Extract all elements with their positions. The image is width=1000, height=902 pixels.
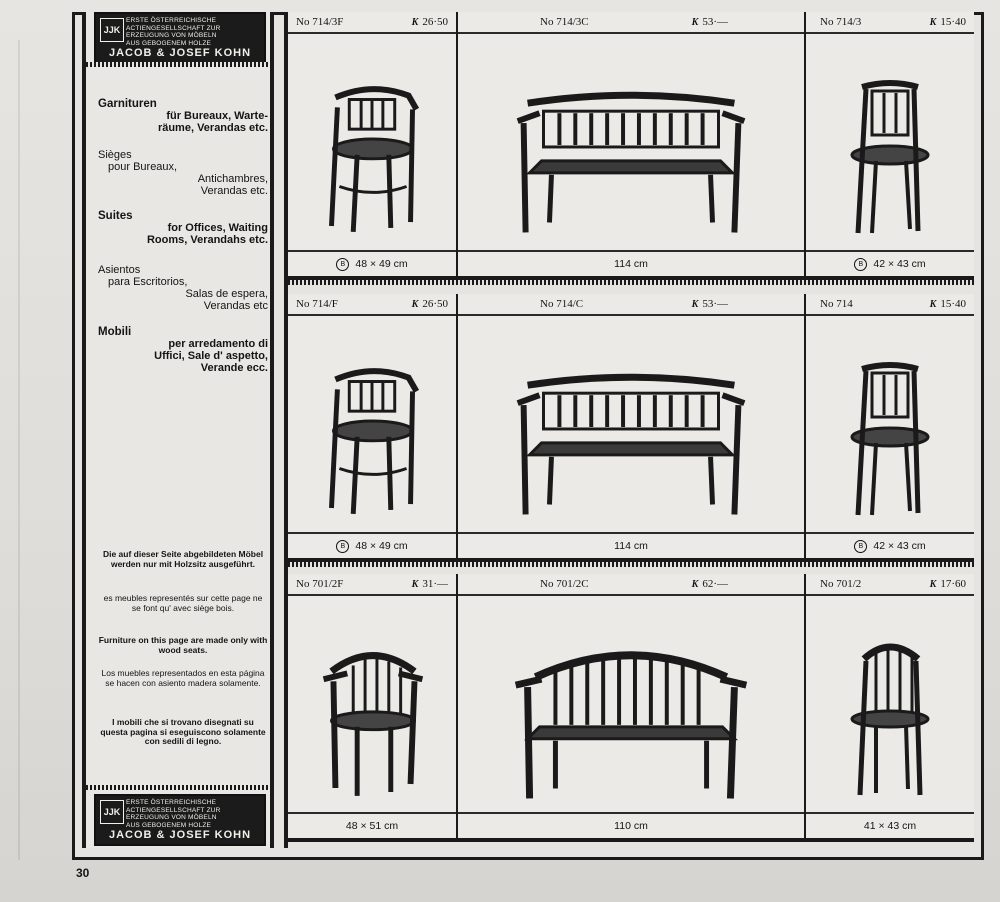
product-number: No 714: [820, 298, 853, 310]
product-header: [288, 574, 456, 596]
product-dimensions: [806, 532, 974, 558]
circle-b-mark-icon: B: [336, 258, 349, 271]
desc-heading: Mobili: [98, 326, 132, 338]
currency-symbol: K: [929, 299, 937, 310]
row-divider-hatch: [288, 280, 974, 285]
product-dimensions: [458, 532, 804, 558]
currency-symbol: K: [411, 299, 419, 310]
chair-illustration: [806, 36, 974, 248]
page-number: 30: [76, 866, 90, 880]
desc-french: [98, 149, 268, 197]
currency-symbol: K: [691, 579, 699, 590]
dims-value: 48 × 49 cm: [355, 258, 408, 270]
product-cell: [458, 574, 806, 838]
logo-name: JACOB & JOSEF KOHN: [108, 47, 252, 59]
product-cell: [806, 574, 974, 838]
chair-illustration: [806, 318, 974, 530]
product-header: [806, 12, 974, 34]
desc-line: para Escritorios,: [108, 276, 188, 288]
product-dimensions: [288, 532, 456, 558]
product-row: [288, 294, 974, 562]
logo-line: ACTIENGESELLSCHAFT ZUR: [126, 24, 221, 32]
desc-spanish: [98, 264, 268, 312]
logo-line: ERSTE ÖSTERREICHISCHE: [126, 799, 217, 806]
desc-line: pour Bureaux,: [108, 161, 178, 173]
desc-line: Verandas etc.: [200, 185, 268, 197]
dims-value: 48 × 51 cm: [345, 820, 399, 832]
price-value: 53·—: [702, 16, 728, 28]
logo-line: ERZEUGUNG VON MÖBELN: [126, 814, 217, 821]
product-dimensions: [806, 250, 974, 276]
price-value: 62·—: [702, 578, 728, 590]
product-cell: [458, 294, 806, 558]
circle-b-mark-icon: B: [854, 540, 867, 553]
product-price: [930, 294, 966, 315]
desc-line: Verande ecc.: [200, 362, 268, 374]
logo-line: AUS GEBOGENEM HOLZE: [126, 39, 212, 47]
product-header: [288, 294, 456, 316]
note-german: Die auf dieser Seite abgebildeten Möbel werden nur mit Holzsitz ausgeführt.: [102, 549, 264, 569]
desc-heading: Garnituren: [98, 98, 157, 110]
product-number: No 714/3: [820, 16, 862, 28]
desc-italian: [98, 326, 268, 374]
product-number: No 714/3C: [540, 16, 589, 28]
currency-symbol: K: [411, 579, 419, 590]
product-header: [458, 294, 804, 316]
product-row: [288, 12, 974, 280]
product-cell: [288, 12, 458, 276]
desc-heading: Suites: [98, 210, 133, 222]
product-cell: [288, 294, 458, 558]
currency-symbol: K: [929, 579, 937, 590]
product-price: [692, 294, 728, 315]
product-header: [806, 574, 974, 596]
product-cell: [806, 12, 974, 276]
product-price: [412, 294, 448, 315]
product-header: [458, 12, 804, 34]
monogram-icon: JJK: [100, 18, 124, 42]
decorative-stripe: [86, 62, 270, 67]
note-french: es meubles representés sur cette page ne se font qu' avec siège bois.: [103, 593, 263, 613]
currency-symbol: K: [929, 17, 937, 28]
company-logo-top: [94, 12, 266, 64]
dims-value: 114 cm: [614, 258, 648, 270]
note-spanish: Los muebles representados en esta página se hacen con asiento madera solamente.: [101, 668, 265, 688]
currency-symbol: K: [691, 17, 699, 28]
logo-line: ACTIENGESELLSCHAFT ZUR: [126, 806, 221, 814]
desc-line: Verandas etc: [203, 300, 268, 312]
product-price: [692, 574, 728, 595]
desc-heading: Sièges: [98, 149, 132, 161]
logo-name: JACOB & JOSEF KOHN: [108, 829, 252, 841]
product-number: No 701/2C: [540, 578, 589, 590]
note-english: Furniture on this page are made only with wood seats.: [98, 635, 268, 655]
product-dimensions: [806, 812, 974, 838]
desc-line: per arredamento di: [168, 338, 268, 350]
product-dimensions: [288, 250, 456, 276]
chair-illustration: [806, 598, 974, 810]
dims-value: 114 cm: [614, 540, 648, 552]
currency-symbol: K: [411, 17, 419, 28]
product-price: [930, 12, 966, 33]
price-value: 15·40: [940, 16, 966, 28]
product-number: No 701/2: [820, 578, 862, 590]
company-logo-bottom: [94, 794, 266, 846]
price-value: 53·—: [702, 298, 728, 310]
product-dimensions: [288, 812, 456, 838]
dims-value: 48 × 49 cm: [355, 540, 408, 552]
product-dimensions: [458, 812, 804, 838]
price-value: 17·60: [940, 578, 966, 590]
bench-illustration: [458, 598, 804, 810]
armchair-illustration: [288, 318, 456, 530]
product-row: [288, 574, 974, 842]
product-dimensions: [458, 250, 804, 276]
desc-line: für Bureaux, Warte-: [166, 110, 268, 122]
bench-illustration: [458, 318, 804, 530]
product-header: [288, 12, 456, 34]
price-value: 26·50: [422, 16, 448, 28]
product-header: [806, 294, 974, 316]
circle-b-mark-icon: B: [854, 258, 867, 271]
desc-line: Salas de espera,: [185, 288, 268, 300]
armchair-illustration: [288, 598, 456, 810]
logo-line: AUS GEBOGENEM HOLZE: [126, 821, 212, 829]
price-value: 15·40: [940, 298, 966, 310]
note-italian: I mobili che si trovano disegnati su questa pagina si eseguiscono solamente con sedili di legno.: [100, 717, 266, 746]
product-number: No 714/C: [540, 298, 584, 310]
desc-line: for Offices, Waiting: [167, 222, 268, 234]
product-header: [458, 574, 804, 596]
desc-english: [98, 210, 268, 246]
product-price: [412, 574, 448, 595]
product-number: No 701/2F: [296, 578, 344, 590]
price-value: 31·—: [422, 578, 448, 590]
desc-heading: Asientos: [98, 264, 141, 276]
desc-line: Antichambres,: [197, 173, 268, 185]
dims-value: 110 cm: [614, 820, 648, 832]
dims-value: 42 × 43 cm: [873, 258, 926, 270]
desc-german: [98, 98, 268, 134]
product-cell: [288, 574, 458, 838]
product-price: [412, 12, 448, 33]
bench-illustration: [458, 36, 804, 248]
currency-symbol: K: [691, 299, 699, 310]
desc-line: Rooms, Verandahs etc.: [146, 234, 268, 246]
logo-text: [126, 17, 260, 47]
logo-text: [126, 799, 260, 829]
left-column: [82, 12, 274, 848]
product-cell: [806, 294, 974, 558]
dims-value: 41 × 43 cm: [863, 820, 917, 832]
circle-b-mark-icon: B: [336, 540, 349, 553]
logo-line: ERZEUGUNG VON MÖBELN: [126, 32, 217, 39]
product-number: No 714/3F: [296, 16, 344, 28]
monogram-icon: JJK: [100, 800, 124, 824]
row-divider-hatch: [288, 562, 974, 567]
desc-line: räume, Verandas etc.: [157, 122, 268, 134]
dims-value: 42 × 43 cm: [873, 540, 926, 552]
armchair-illustration: [288, 36, 456, 248]
product-price: [692, 12, 728, 33]
price-value: 26·50: [422, 298, 448, 310]
desc-line: Uffici, Sale d' aspetto,: [154, 350, 268, 362]
bleed-through-edge: [18, 40, 80, 860]
product-number: No 714/F: [296, 298, 338, 310]
logo-line: ERSTE ÖSTERREICHISCHE: [126, 17, 217, 24]
decorative-stripe: [86, 785, 270, 790]
product-grid: [284, 12, 974, 848]
product-cell: [458, 12, 806, 276]
product-price: [930, 574, 966, 595]
